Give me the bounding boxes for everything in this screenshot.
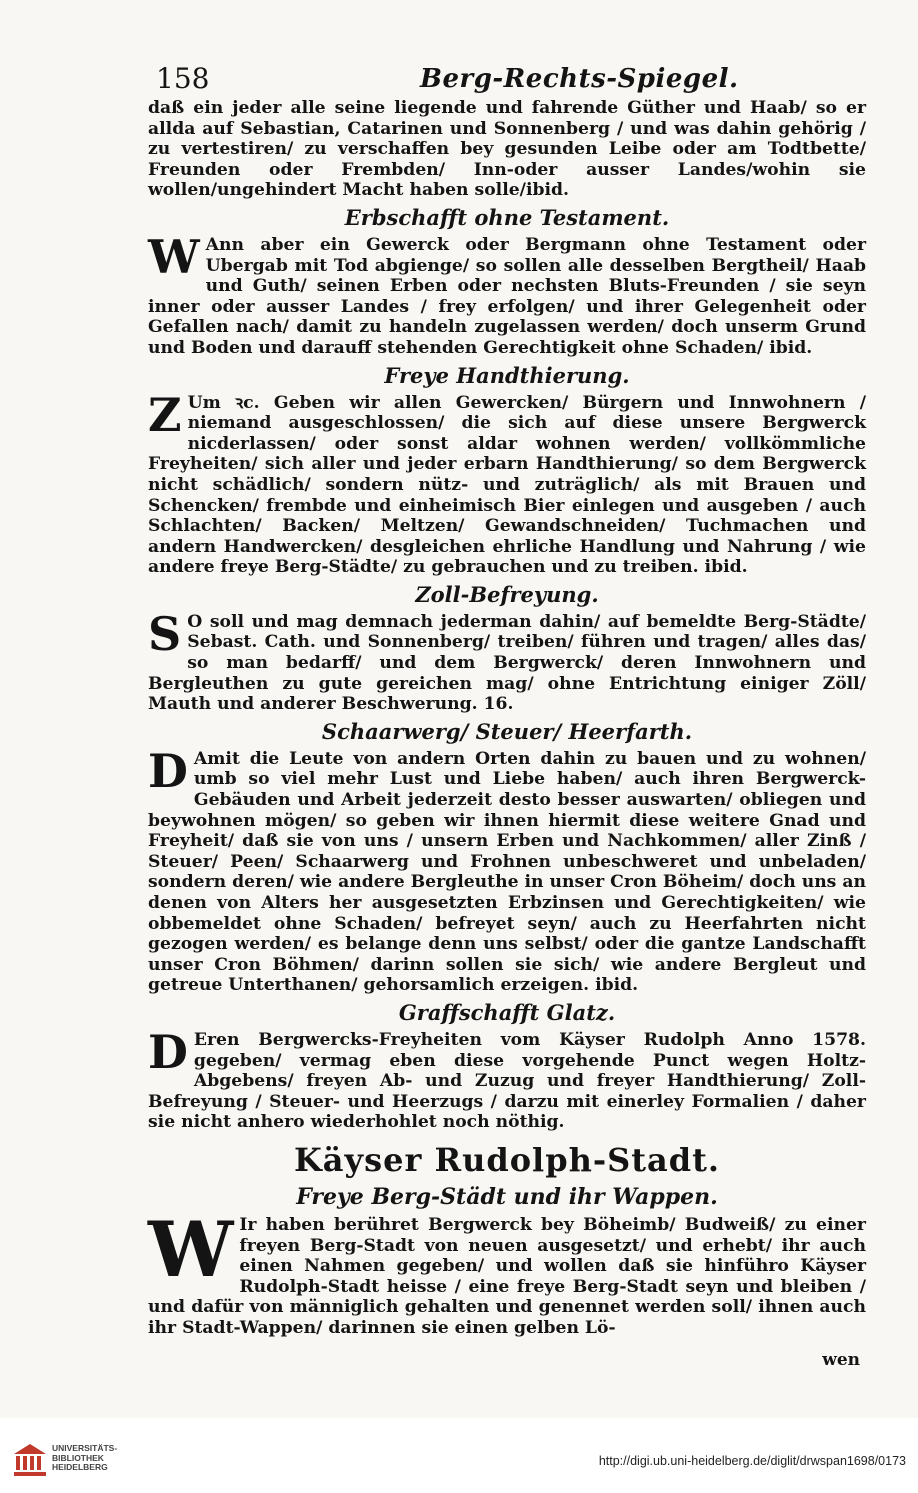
paragraph-text: Um ꝛc. Geben wir allen Gewercken/ Bürgern und Innwohnern / niemand ausgeschlossen/ die sich auf diese unsere Bergwerck nicderlassen/ oder sonst aldar wohnen werden/ vollkömmliche Freyheiten/ sich aller und jeder erbarn Handthierung/ so dem Bergwerck nicht schädlich/ sondern nütz- und zuträglich/ als mit Brauen und Schencken/ frembde und einheimisch Bier einlegen und ausgeben / auch Schlachten/ Backen/ Meltzen/ Gewandschneiden/ Tuchmachen und andern Handwercken/ desgleichen ehrliche Handlung und Nahrung / wie andere freye Berg-Städte/ zu gebrauchen und zu treiben. ibid. xyxy=(148,392,866,578)
page-header xyxy=(150,58,865,102)
library-name-line: UNIVERSITÄTS- xyxy=(52,1443,118,1453)
ornamental-drop-capital: W xyxy=(148,1204,234,1294)
section-heading-zoll: Zoll-Befreyung. xyxy=(415,581,599,607)
paragraph-text: Eren Bergwercks-Freyheiten vom Käyser Rudolph Anno 1578. gegeben/ vermag eben diese vorgehende Punct wegen Holtz-Abgebens/ freyen Ab- und Zuzug und freyer Handthierung/ Zoll-Befreyung / Steuer- und Heerzugs / darzu mit einerley Formalien / daher sie nicht anhero wiederhohlet noch nöthig. xyxy=(148,1029,866,1133)
paragraph-handthierung xyxy=(148,387,866,578)
paragraph-zoll xyxy=(148,606,866,715)
section-heading-schaarwerg: Schaarwerg/ Steuer/ Heerfarth. xyxy=(321,718,693,744)
section-heading-erbschafft: Erbschafft ohne Testament. xyxy=(344,204,670,230)
drop-capital: D xyxy=(148,743,188,798)
viewer-footer xyxy=(0,1418,918,1493)
drop-capital: W xyxy=(148,229,200,284)
page-number: 158 xyxy=(156,62,210,95)
paragraph-glatz xyxy=(148,1024,866,1133)
paragraph-text: Ann aber ein Gewerck oder Bergmann ohne Testament oder Ubergab mit Tod abgienge/ so sollen alle desselben Bergtheil/ Haab und Guth/ seinen Erben oder nechsten Bluts-Freunden / sie seyn inner oder ausser Landes / frey erfolgen/ und ihrer Gelegenheit oder Gefallen nach/ damit zu handeln zugelassen werden/ doch unserm Grund und Boden und darauff stehenden Gerechtigkeit ohne Schaden/ ibid. xyxy=(148,234,866,358)
paragraph-text: O soll und mag demnach jederman dahin/ auf bemeldte Berg-Städte/ Sebast. Cath. und Sonnenberg/ treiben/ führen und tragen/ alles das/ so man bedarff/ und dem Bergwerck/ deren Innwohnern und Bergleuthen zu gute gereichen mag/ ohne Entrichtung einiger Zöll/ Mauth und anderer Beschwerung. 16. xyxy=(148,611,866,715)
paragraph-erbschafft xyxy=(148,229,866,359)
drop-capital: S xyxy=(148,606,182,661)
chapter-subtitle: Freye Berg-Städt und ihr Wappen. xyxy=(296,1183,718,1210)
section-heading-handthierung: Freye Handthierung. xyxy=(384,362,630,388)
paragraph-text: Ir haben berühret Bergwerck bey Böheimb/ Budweiß/ zu einer freyen Berg-Stadt von neuen ausgesetzt/ und erhebt/ ihr auch einen Nahmen gegeben/ und wollen daß sie hinführo Käyser Rudolph-Stadt heisse / eine freye Berg-Stadt seyn und bleiben / und dafür von männiglich gehalten und genennet werden soll/ ihnen auch ihr Stadt-Wappen/ darinnen sie einen gelben Lö- xyxy=(148,1214,866,1338)
paragraph-schaarwerg xyxy=(148,743,866,996)
chapter-title: Käyser Rudolph-Stadt. xyxy=(293,1140,721,1179)
section-heading-glatz: Graffschafft Glatz. xyxy=(398,999,616,1025)
university-library-logo-icon xyxy=(12,1442,48,1478)
body-text xyxy=(148,98,866,1339)
running-title: Berg-Rechts-Spiegel. xyxy=(420,64,739,94)
catchword: wen xyxy=(822,1350,860,1370)
continued-paragraph: daß ein jeder alle seine liegende und fahrende Güther und Haab/ so er allda auf Sebastian, Catarinen und Sonnenberg / und was dahin gehörig / zu vertestiren/ zu verschaffen bey gesunden Leibe oder am Todtbette/ Freunden oder Frembden/ Inn-oder ausser Landes/wohin sie wollen/ungehindert Macht haben solle/ibid. xyxy=(148,98,866,201)
drop-capital: D xyxy=(148,1024,188,1079)
paragraph-text: Amit die Leute von andern Orten dahin zu bauen und zu wohnen/ umb so viel mehr Lust und Liebe haben/ auch ihren Bergwerck-Gebäuden und Arbeit jederzeit desto besser auswarten/ obliegen und beywohnen mögen/ so geben wir ihnen hiermit diese weitere Gnad und Freyheit/ daß sie von uns / unsern Erben und Nachkommen/ aller Zinß / Steuer/ Peen/ Schaarwerg und Frohnen unbeschweret und unbeladen/ sondern deren/ wie andere Bergleuthe in unser Cron Böheim/ doch uns an denen von Alters her ausgesetzten Erbzinsen und Gerechtigkeiten/ wie obbemeldet ohne Schaden/ befreyet seyn/ auch zu Heerfahrten nicht gezogen werden/ es belange denn uns selbst/ oder die gantze Landschafft unser Cron Böhmen/ darinn sollen sie sich/ wie andere Bergleut und getreue Unterthanen/ gehorsamlich erzeigen. ibid. xyxy=(148,748,866,996)
permalink-url[interactable]: http://digi.ub.uni-heidelberg.de/diglit/drwspan1698/0173 xyxy=(598,1454,906,1468)
paragraph-rudolph-stadt xyxy=(148,1204,866,1339)
drop-capital: Z xyxy=(148,387,182,442)
library-name xyxy=(52,1444,117,1473)
library-name-line: HEIDELBERG xyxy=(52,1462,108,1472)
library-name-line: BIBLIOTHEK xyxy=(52,1452,104,1463)
